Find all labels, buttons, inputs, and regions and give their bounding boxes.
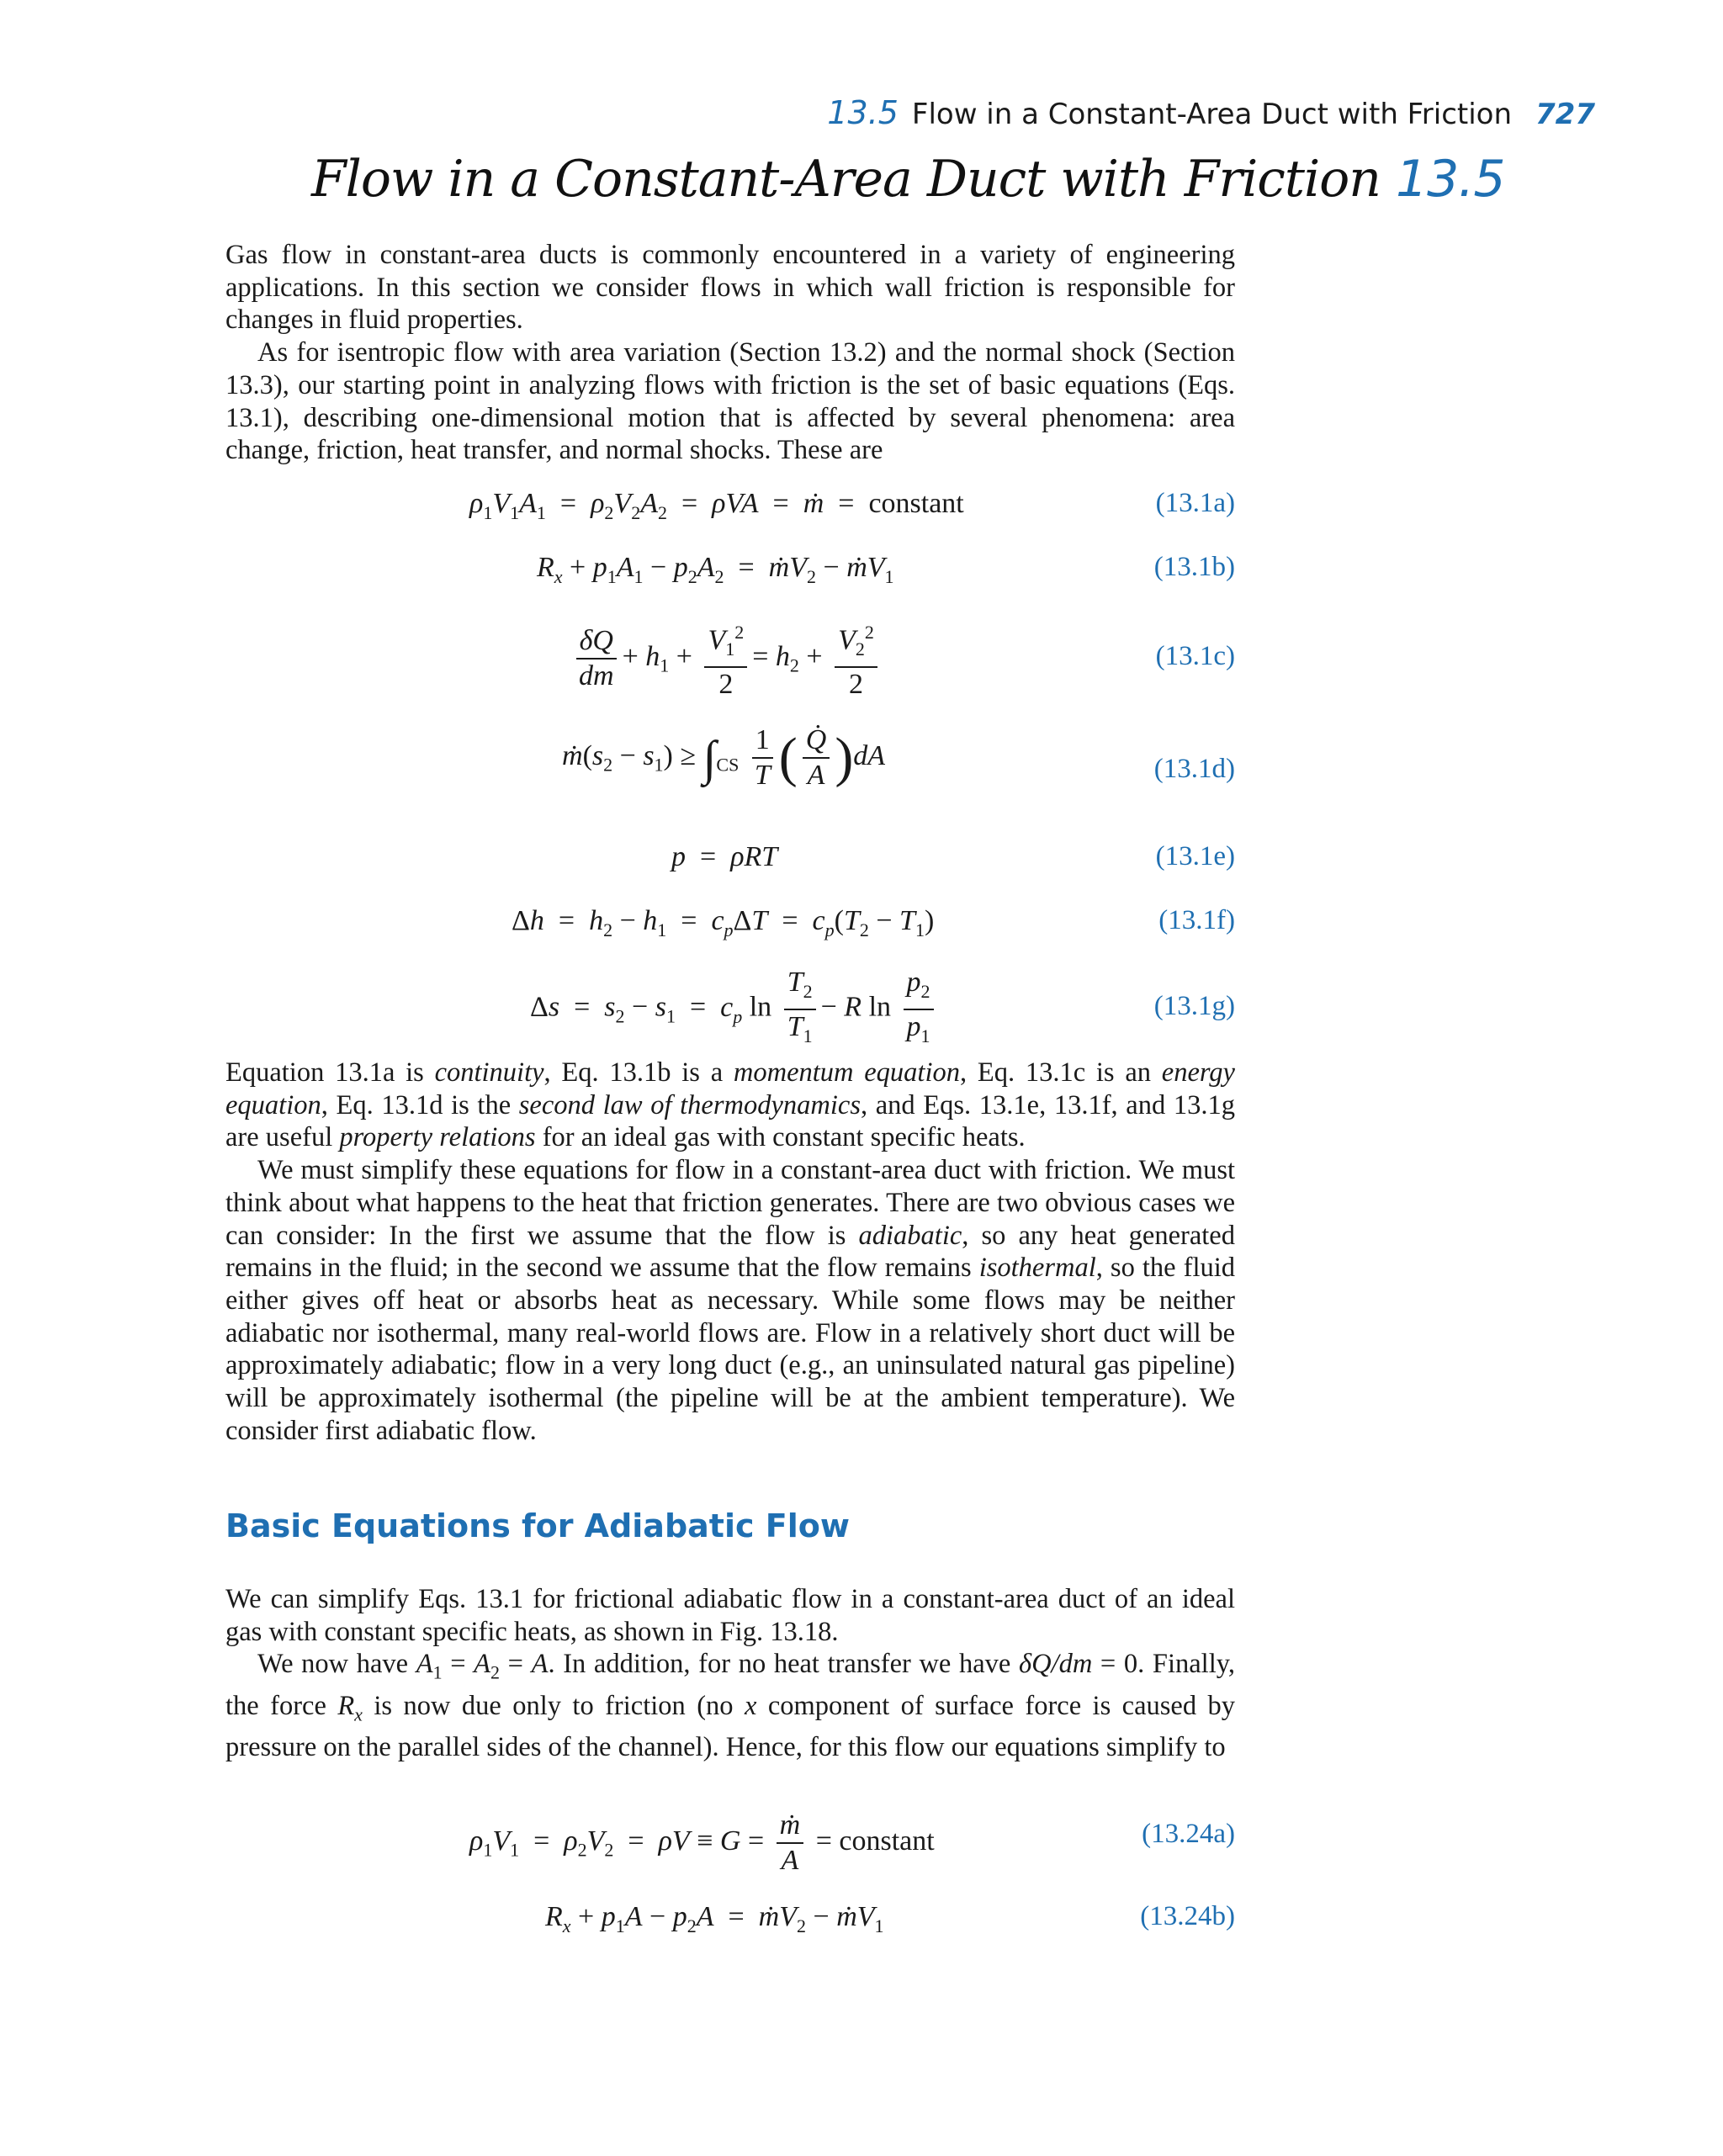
- paragraph-basic-equations: As for isentropic flow with area variation (Section 13.2) and the normal shock (Section 13.3), our starting point in analyzing flows with friction is the set of basic equations (Eqs. 13.1), describing one-dimensional motion that is affected by several phenomena: area change, friction, heat transfer, and normal shocks. These are: [225, 337, 1235, 466]
- intro-text: [225, 239, 1235, 467]
- equation-13-1d: $ṁ(s_2 - s_1) \ge \int_{CS}$ $\frac{1}{T}$ ( $\frac{Q̇}{A}$ )dA (13.1d): [562, 724, 1235, 791]
- running-head-section-number: 13.5: [827, 94, 899, 131]
- adiabatic-text: [225, 1583, 1235, 1764]
- section-title-text: Flow in a Constant-Area Duct with Friction: [311, 150, 1381, 209]
- equation-number: (13.1f): [1158, 905, 1235, 935]
- equation-number: (13.1e): [1155, 841, 1235, 871]
- equation-13-1a: $\rho_1V_1A_1 = \rho_2V_2A_2 = \rho VA$ = ṁ = constant (13.1a): [469, 488, 1235, 523]
- paragraph-adiabatic-isothermal: We must simplify these equations for flow in a constant-area duct with friction. We must think about what happens to the heat that friction generates. There are two obvious cases we can consider: In the first we assume that the flow is adiabatic, so any heat generated remains in the fluid; in the second we assume that the flow remains isothermal, so the fluid either gives off heat or absorbs heat as necessary. While some flows may be neither adiabatic nor isothermal, many real-world flows are. Flow in a relatively short duct will be approximately adiabatic; flow in a very long duct (e.g., an uninsulated natural gas pipeline) will be approximately isothermal (the pipeline will be at the ambient temperature). We consider first adiabatic flow.: [225, 1155, 1236, 1446]
- equation-13-1c: $\frac{\delta Q}{dm}$ + $h_1$ + $\frac{V_1^2}{2}$ = $h_2$ + $\frac{V_2^2}{2}$ (13.1c): [225, 616, 1235, 700]
- equation-13-24b: $R_x + p_1A - p_2A$ = ṁV$_2$ − ṁV$_1$ (13.24b): [545, 1901, 1235, 1936]
- equation-number: (13.1b): [1153, 552, 1235, 582]
- paragraph-simplification: We now have $A_1 = A_2 = A$. In addition, for no heat transfer we have δQ/dm = 0. Finally, the force $R_x$ is now due only to friction (no x component of surface force is caused by pressure on the parallel sides of the channel). Hence, for this flow our equations simplify to: [225, 1649, 1236, 1762]
- running-head: [827, 94, 1595, 131]
- equation-number: (13.24a): [1142, 1819, 1235, 1849]
- equation-13-24a: $\rho_1V_1 = \rho_2V_2 = \rho V \equiv G$ = $\frac{\text{ṁ}}{A}$ = constant (13.24a): [469, 1809, 1235, 1876]
- running-head-title: Flow in a Constant-Area Duct with Friction: [911, 98, 1513, 131]
- paragraph-intro: Gas flow in constant-area ducts is commonly encountered in a variety of engineering applications. In this section we consider flows in which wall friction is responsible for changes in fluid properties.: [225, 240, 1235, 336]
- equation-13-1e: p = ρRT (13.1e): [671, 841, 1235, 872]
- equation-number: (13.1c): [1155, 641, 1235, 671]
- discussion-text: [225, 1057, 1235, 1447]
- equation-13-1f: $\Delta h = h_2 - h_1 = c_p\Delta T = c_p(T_2 - T_1)$ (13.1f): [512, 905, 1235, 940]
- equation-13-1b: $R_x + p_1A_1 - p_2A_2$ = ṁV$_2$ − ṁV$_1$ (13.1b): [537, 552, 1235, 587]
- equation-number: (13.1a): [1155, 488, 1235, 518]
- subsection-heading: Basic Equations for Adiabatic Flow: [225, 1507, 850, 1544]
- section-title-number: 13.5: [1395, 150, 1505, 209]
- equation-number: (13.24b): [1140, 1901, 1235, 1931]
- page-number: 727: [1535, 98, 1595, 131]
- equation-number: (13.1d): [1153, 754, 1235, 784]
- paragraph-equation-roles: Equation 13.1a is continuity, Eq. 13.1b is a momentum equation, Eq. 13.1c is an energy equation, Eq. 13.1d is the second law of thermodynamics, and Eqs. 13.1e, 13.1f, and 13.1g are useful property relations for an ideal gas with constant specific heats.: [225, 1057, 1235, 1153]
- equation-number: (13.1g): [1153, 991, 1235, 1021]
- paragraph-adiabatic-intro: We can simplify Eqs. 13.1 for frictional adiabatic flow in a constant-area duct of an ideal gas with constant specific heats, as shown in Fig. 13.18.: [225, 1584, 1235, 1647]
- equation-13-1g: $\Delta s = s_2 - s_1 = c_p$ ln $\frac{T_2}{T_1}$ − R ln $\frac{p_2}{p_1}$ (13.1g): [530, 967, 1235, 1046]
- section-title: [311, 150, 1505, 209]
